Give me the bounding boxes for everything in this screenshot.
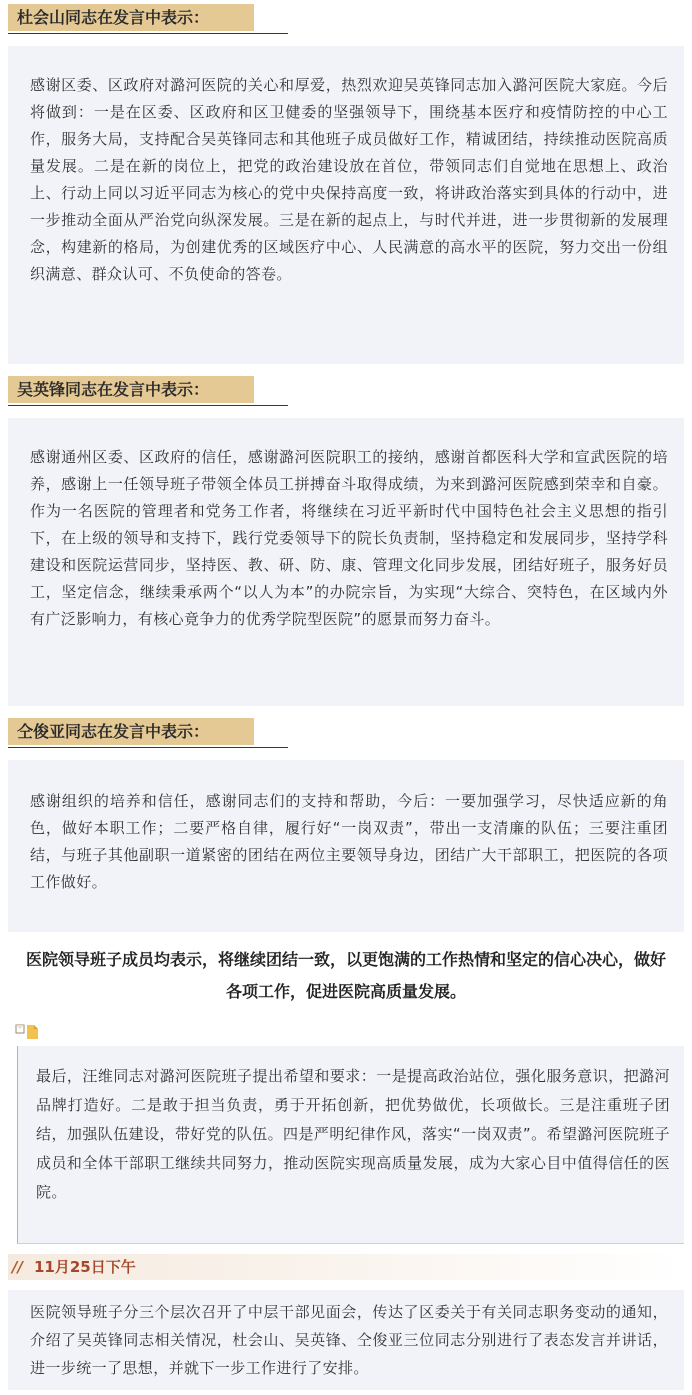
- speech-box-tong: [8, 760, 684, 932]
- speech-text: 感谢组织的培养和信任，感谢同志们的支持和帮助，今后：一要加强学习，尽快适应新的角色，做好本职工作；二要严格自律，履行好“一岗双责”，带出一支清廉的队伍；三要注重团结，与班子其他副职一道紧密的团结在两位主要领导身边，团结广大干部职工，把医院的各项工作做好。: [30, 792, 668, 891]
- meeting-summary-box: [8, 1290, 684, 1390]
- closing-remarks-box: [17, 1046, 684, 1244]
- speech-text: 感谢区委、区政府对潞河医院的关心和厚爱，热烈欢迎吴英锋同志加入潞河医院大家庭。今后将做到：一是在区委、区政府和区卫健委的坚强领导下，围绕基本医疗和疫情防控的中心工作，服务大局，支持配合吴英锋同志和其他班子成员做好工作，精诚团结，持续推动医院高质量发展。二是在新的岗位上，把党的政治建设放在首位，带领同志们自觉地在思想上、政治上、行动上同以习近平同志为核心的党中央保持高度一致，将讲政治落实到具体的行动中，进一步推动全面从严治党向纵深发展。三是在新的起点上，与时代并进，进一步贯彻新的发展理念，构建新的格局，为创建优秀的区域医疗中心、人民满意的高水平的医院，努力交出一份组织满意、群众认可、不负使命的答卷。: [30, 76, 668, 283]
- date-header: [8, 1254, 684, 1280]
- header-underline: [8, 33, 288, 34]
- document-icon: [10, 1022, 42, 1046]
- speech-box-du: [8, 46, 684, 364]
- section-title: 杜会山同志在发言中表示：: [8, 4, 254, 31]
- closing-remarks-text: 最后，汪维同志对潞河医院班子提出希望和要求：一是提高政治站位，强化服务意识，把潞河品牌打造好。二是敢于担当负责，勇于开拓创新，把优势做优，长项做长。三是注重班子团结，加强队伍建设，带好党的队伍。四是严明纪律作风，落实“一岗双责”。希望潞河医院班子成员和全体干部职工继续共同努力，推动医院实现高质量发展，成为大家心目中值得信任的医院。: [36, 1067, 670, 1201]
- speech-text: 感谢通州区委、区政府的信任，感谢潞河医院职工的接纳，感谢首都医科大学和宣武医院的培养，感谢上一任领导班子带领全体员工拼搏奋斗取得成绩，为来到潞河医院感到荣幸和自豪。作为一名医院的管理者和党务工作者，将继续在习近平新时代中国特色社会主义思想的指引下，在上级的领导和支持下，践行党委领导下的院长负责制，坚持稳定和发展同步，坚持学科建设和医院运营同步，坚持医、教、研、防、康、管理文化同步发展，团结好班子，服务好员工，坚定信念，继续秉承两个“以人为本”的办院宗旨，为实现“大综合、突特色，在区域内外有广泛影响力，有核心竟争力的优秀学院型医院”的愿景而努力奋斗。: [30, 448, 668, 628]
- section-title: 仝俊亚同志在发言中表示：: [8, 718, 254, 745]
- section-header-du: [8, 4, 288, 34]
- date-marker: //: [12, 1258, 23, 1276]
- summary-line-1: 医院领导班子成员均表示，将继续团结一致，以更饱满的工作热情和坚定的信心决心，做好: [25, 950, 666, 969]
- header-underline: [8, 747, 288, 748]
- summary-line-2: 各项工作，促进医院高质量发展。: [225, 982, 466, 1001]
- section-title: 吴英锋同志在发言中表示：: [8, 376, 254, 403]
- date-label: 11月25日下午: [34, 1258, 136, 1276]
- section-header-wu: [8, 376, 288, 406]
- summary-statement: [10, 944, 682, 1008]
- meeting-summary-text: 医院领导班子分三个层次召开了中层干部见面会，传达了区委关于有关同志职务变动的通知，介绍了吴英锋同志相关情况，杜会山、吴英锋、仝俊亚三位同志分别进行了表态发言并讲话，进一步统一了思想，并就下一步工作进行了安排。: [30, 1303, 668, 1377]
- speech-box-wu: [8, 418, 684, 706]
- header-underline: [8, 405, 288, 406]
- section-header-tong: [8, 718, 288, 748]
